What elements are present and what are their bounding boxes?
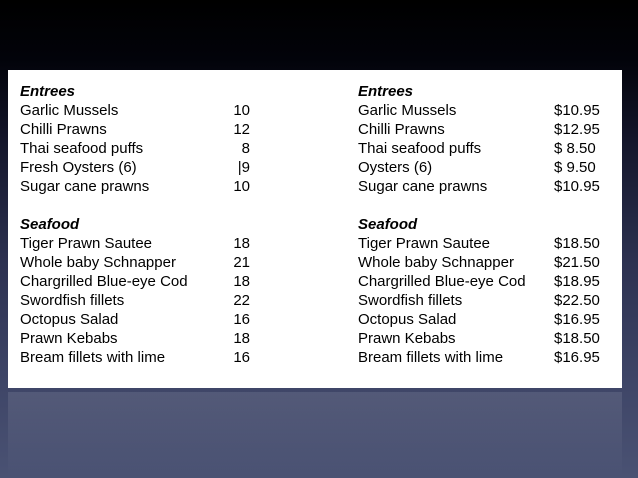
menu-column-dollar bbox=[358, 82, 608, 367]
menu-item bbox=[358, 101, 608, 120]
menu-item-price: 22 bbox=[233, 292, 250, 309]
menu-item-name: Oysters (6) bbox=[358, 159, 433, 176]
menu-item bbox=[20, 158, 250, 177]
menu-item bbox=[358, 272, 608, 291]
menu-item-name: Sugar cane prawns bbox=[20, 178, 150, 195]
menu-item-price: 18 bbox=[233, 330, 250, 347]
menu-item-price: 16 bbox=[233, 349, 250, 366]
menu-item bbox=[358, 310, 608, 329]
menu-item-name: Chargrilled Blue-eye Cod bbox=[358, 273, 526, 290]
menu-item-name: Octopus Salad bbox=[20, 311, 119, 328]
menu-item-price: $12.95 bbox=[554, 121, 600, 138]
menu-item-price: $10.95 bbox=[554, 178, 600, 195]
menu-item-price: $18.50 bbox=[554, 330, 600, 347]
menu-item bbox=[20, 348, 250, 367]
menu-item-name: Garlic Mussels bbox=[358, 102, 457, 119]
menu-item-price: $ 9.50 bbox=[554, 159, 596, 176]
menu-item-price: |9 bbox=[237, 159, 250, 176]
menu-item-name: Chargrilled Blue-eye Cod bbox=[20, 273, 188, 290]
menu-item bbox=[358, 158, 608, 177]
menu-item-price: 16 bbox=[233, 311, 250, 328]
menu-item bbox=[20, 329, 250, 348]
menu-item-price: 18 bbox=[233, 273, 250, 290]
menu-item-name: Chilli Prawns bbox=[358, 121, 445, 138]
menu-item-name: Whole baby Schnapper bbox=[358, 254, 514, 271]
menu-item bbox=[358, 348, 608, 367]
menu-item bbox=[358, 234, 608, 253]
menu-item-price: $10.95 bbox=[554, 102, 600, 119]
menu-item-name: Chilli Prawns bbox=[20, 121, 107, 138]
menu-item-name: Prawn Kebabs bbox=[20, 330, 118, 347]
menu-item bbox=[358, 177, 608, 196]
menu-item-name: Bream fillets with lime bbox=[20, 349, 166, 366]
menu-item-name: Swordfish fillets bbox=[20, 292, 125, 309]
menu-item-price: $16.95 bbox=[554, 349, 600, 366]
menu-item bbox=[20, 101, 250, 120]
section-heading: Entrees bbox=[20, 83, 76, 100]
slide-reflection bbox=[8, 392, 622, 478]
menu-item-price: 8 bbox=[241, 140, 250, 157]
menu-item-price: $16.95 bbox=[554, 311, 600, 328]
menu-column-plain bbox=[20, 82, 250, 367]
section-heading: Entrees bbox=[358, 83, 414, 100]
section-heading: Seafood bbox=[20, 216, 80, 233]
menu-item-price: 10 bbox=[233, 102, 250, 119]
menu-item-price: $22.50 bbox=[554, 292, 600, 309]
menu-item bbox=[20, 272, 250, 291]
menu-item bbox=[358, 253, 608, 272]
menu-item-price: 12 bbox=[233, 121, 250, 138]
menu-item bbox=[20, 310, 250, 329]
section-spacer bbox=[358, 196, 608, 215]
menu-item bbox=[20, 177, 250, 196]
menu-item bbox=[20, 291, 250, 310]
slide-panel bbox=[8, 70, 622, 388]
menu-item-name: Tiger Prawn Sautee bbox=[20, 235, 153, 252]
menu-item-price: $ 8.50 bbox=[554, 140, 596, 157]
menu-item-name: Prawn Kebabs bbox=[358, 330, 456, 347]
menu-item-name: Bream fillets with lime bbox=[358, 349, 504, 366]
menu-item-name: Tiger Prawn Sautee bbox=[358, 235, 491, 252]
menu-item-name: Garlic Mussels bbox=[20, 102, 119, 119]
menu-item-price: $18.50 bbox=[554, 235, 600, 252]
menu-item-name: Thai seafood puffs bbox=[20, 140, 144, 157]
menu-item bbox=[20, 120, 250, 139]
menu-item-name: Fresh Oysters (6) bbox=[20, 159, 137, 176]
menu-item-name: Thai seafood puffs bbox=[358, 140, 482, 157]
menu-item-price: 21 bbox=[233, 254, 250, 271]
menu-item bbox=[358, 329, 608, 348]
menu-item-name: Sugar cane prawns bbox=[358, 178, 488, 195]
menu-item bbox=[20, 139, 250, 158]
menu-item bbox=[358, 291, 608, 310]
section-heading: Seafood bbox=[358, 216, 418, 233]
menu-item-price: 10 bbox=[233, 178, 250, 195]
menu-item-name: Swordfish fillets bbox=[358, 292, 463, 309]
menu-item-price: 18 bbox=[233, 235, 250, 252]
menu-item bbox=[358, 139, 608, 158]
menu-item-name: Octopus Salad bbox=[358, 311, 457, 328]
section-spacer bbox=[20, 196, 250, 215]
menu-item-price: $21.50 bbox=[554, 254, 600, 271]
menu-item bbox=[20, 234, 250, 253]
menu-item-name: Whole baby Schnapper bbox=[20, 254, 176, 271]
menu-item bbox=[358, 120, 608, 139]
menu-item bbox=[20, 253, 250, 272]
menu-item-price: $18.95 bbox=[554, 273, 600, 290]
